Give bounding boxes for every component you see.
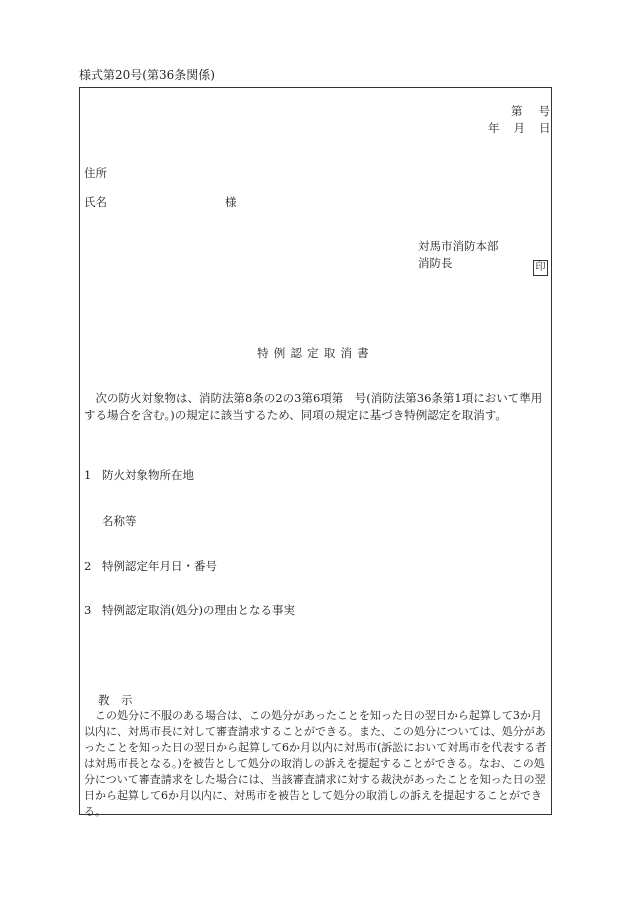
notice-body: この処分に不服のある場合は、この処分があったことを知った日の翌日から起算して3か月以内に、対馬市長に対して審査請求することができる。また、この処分については、処分があったことを知った日の翌日から起算して6か月以内に対馬市(訴訟において対馬市を代表する者は対馬市長となる。)を被告として処分の取消しの訴えを提起することができる。なお、この処分について審査請求をした場合には、当該審査請求に対する裁決があったことを知った日の翌日から起算して6か月以内に、対馬市を被告として処分の取消しの訴えを提起することができる。 (84, 709, 547, 818)
document-date (488, 120, 551, 136)
document-title: 特例認定取消書 (257, 346, 374, 360)
number-go-label: 号 (538, 104, 550, 118)
item1-label: 防火対象物所在地 (102, 468, 194, 482)
sender-organization: 対馬市消防本部 (418, 239, 499, 253)
recipient-name-label: 氏名 (84, 195, 107, 209)
number-dai-label: 第 (511, 104, 523, 118)
item3-label: 特例認定取消(処分)の理由となる事実 (102, 603, 295, 617)
notice-heading: 教 示 (98, 693, 133, 707)
intro-paragraph: 次の防火対象物は、消防法第8条の2の3第6項第 号(消防法第36条第1項において準用する場合を含む。)の規定に該当するため、同項の規定に基づき特例認定を取消す。 (84, 391, 543, 422)
sender-title: 消防長 (418, 256, 453, 270)
seal-mark (533, 255, 548, 276)
document-number (511, 103, 550, 119)
form-frame (79, 87, 552, 818)
date-month-label: 月 (513, 121, 525, 135)
item2-number: 2 (84, 559, 92, 573)
date-day-label: 日 (539, 121, 551, 135)
item3-number: 3 (84, 603, 92, 617)
seal-mark-label: 印 (533, 260, 548, 276)
item2-label: 特例認定年月日・番号 (102, 559, 217, 573)
recipient-address-label: 住所 (84, 166, 107, 180)
item1-sub-label: 名称等 (102, 514, 137, 528)
item1-number: 1 (84, 468, 92, 482)
date-year-label: 年 (488, 121, 500, 135)
recipient-honorific: 様 (225, 195, 237, 209)
form-number: 様式第20号(第36条関係) (79, 68, 215, 82)
